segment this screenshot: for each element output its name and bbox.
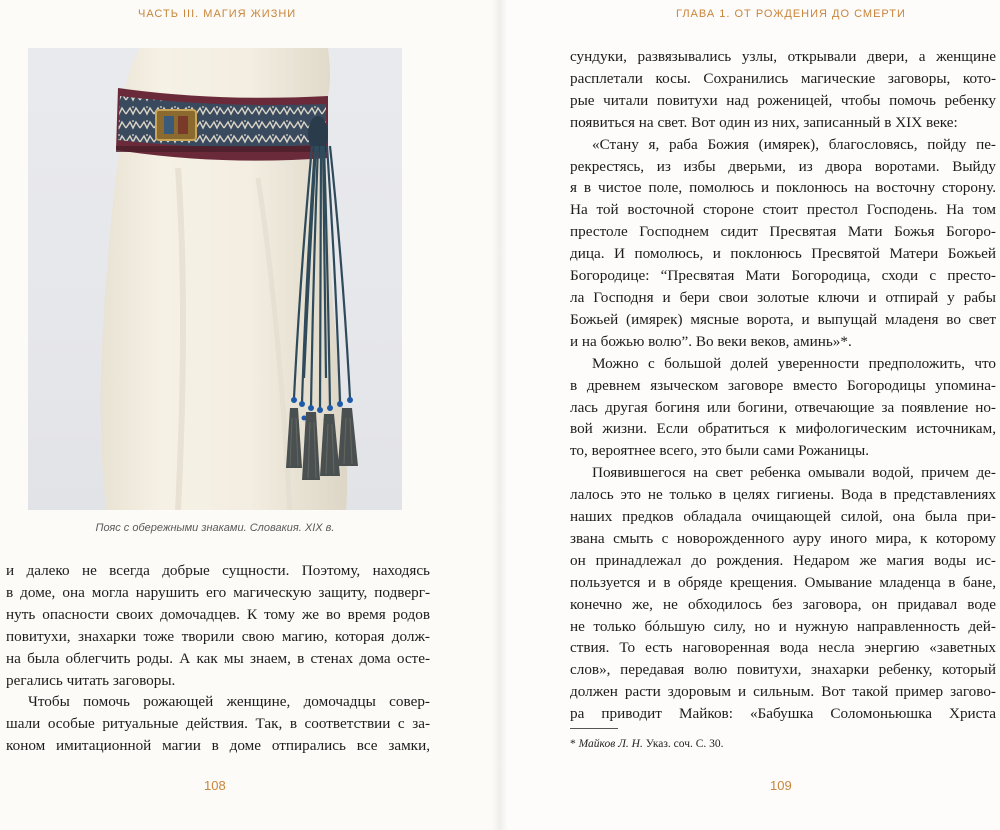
text-line: пользуется и в обряде крещения. Омывание младенца в бане,: [570, 573, 996, 591]
left-running-head: ЧАСТЬ III. МАГИЯ ЖИЗНИ: [138, 8, 297, 20]
text-line: рекрестясь, из избы дверьми, из двора воротами. Выйду: [570, 157, 996, 175]
text-line: расплетали косы. Сохранились магические заговоры, кото-: [570, 69, 996, 87]
paragraph: [6, 560, 430, 691]
text-line: шали особые ритуальные действия. Так, в соответствии с за-: [6, 715, 430, 733]
text-line: в доме, она могла нарушить его магическую защиту, подверг-: [6, 583, 430, 601]
text-line: не только бóльшую силу, но и нужную направленность дей-: [570, 617, 996, 635]
text-line: лалось это не только в целях гигиены. Вода в представлениях: [570, 486, 996, 504]
text-line: конечно же, не обходилось без заговора, он придавал воде: [570, 595, 996, 613]
text-line: Чтобы помочь рожающей женщине, домочадцы совер-: [28, 693, 430, 711]
text-line: и на божью волю”. Во веки веков, аминь»*.: [570, 332, 852, 350]
text-line: на была облегчить роды. А как мы знаем, в стенах дома осте-: [6, 649, 430, 667]
text-line: должен расти здоровым и сильным. Вот такой пример загово-: [570, 683, 996, 701]
footnote-rule: [570, 728, 618, 729]
right-page: [500, 0, 1000, 830]
text-line: ла Господня и бери свои золотые ключи и отпирай у рабы: [570, 288, 996, 306]
text-line: в древнем языческом заговоре вместо Богородицы упомина-: [570, 376, 996, 394]
text-line: регались читать заговоры.: [6, 671, 176, 689]
paragraph: [570, 353, 996, 463]
paragraph: [6, 691, 430, 757]
text-line: наших предков обладала очищающей силой, она была при-: [570, 508, 996, 526]
text-line: то, вероятнее всего, это были сами Рожаницы.: [570, 442, 870, 460]
paragraph: [570, 134, 996, 353]
text-line: ра приводит Майков: «Бабушка Соломоньюшка Христа: [570, 705, 996, 723]
left-page-number: 108: [204, 778, 226, 793]
footnote-marker: *: [570, 738, 576, 750]
text-line: На той восточной стороне стоит престол Господень. На том: [570, 201, 996, 219]
footnote-text: Указ. соч. С. 30.: [645, 738, 724, 750]
text-line: звана смыть с новорожденного ауру иного мира, к которому: [570, 529, 996, 547]
text-line: дица. И помолюсь, и поклонюсь Пресвятой Матери Божьей: [570, 245, 996, 263]
text-line: Божьей (имярек) мясные ворота, и выпущай младеня во свет: [570, 310, 996, 328]
belt-illustration: [28, 48, 402, 510]
text-line: он принадлежал до рождения. Недаром же магия воды ис-: [570, 551, 996, 569]
figure-caption: Пояс с обережными знаками. Словакия. XIX в.: [95, 522, 335, 534]
right-body-text: [570, 46, 996, 725]
left-body-text: [6, 560, 430, 757]
text-line: рые читали повитухи над роженицей, чтобы помочь ребенку: [570, 91, 996, 109]
footnote-author: Майков Л. Н.: [578, 738, 646, 750]
text-line: Можно с большой долей уверенности предположить, что: [592, 354, 996, 372]
text-line: Появившегося на свет ребенка омывали водой, причем де-: [592, 464, 996, 482]
text-line: «Стану я, раба Божия (имярек), благословясь, пойду пе-: [592, 135, 996, 153]
paragraph: [570, 462, 996, 725]
text-line: повитухи, знахарки тоже творили свою магию, которая долж-: [6, 627, 430, 645]
text-line: ствия. То есть наговоренная вода несла энергию «заветных: [570, 639, 996, 657]
paragraph: [570, 46, 996, 134]
text-line: и далеко не всегда добрые сущности. Поэтому, находясь: [6, 562, 430, 579]
book-gutter: [492, 0, 508, 830]
right-page-number: 109: [770, 778, 792, 793]
text-line: слов», передавая волю повитухи, знахарки ребенку, который: [570, 661, 996, 679]
text-line: сундуки, развязывались узлы, открывали двери, а женщине: [570, 48, 996, 65]
text-line: Богородице: “Пресвятая Мати Богородица, сходи с престо-: [570, 267, 996, 285]
text-line: появиться на свет. Вот один из них, записанный в XIX веке:: [570, 113, 958, 131]
text-line: лась другая богиня или богини, отвечающие за появление но-: [570, 398, 996, 416]
text-line: коном имитационной магии в доме отпирались все замки,: [6, 737, 430, 755]
right-running-head: ГЛАВА 1. ОТ РОЖДЕНИЯ ДО СМЕРТИ: [676, 8, 906, 20]
text-line: вой жизни. Если обратиться к мифологическим источникам,: [570, 420, 996, 438]
footnote: [570, 738, 724, 750]
text-line: престоле Господнем сидит Пресвятая Мати Божья Богоро-: [570, 223, 996, 241]
text-line: нуть опасности своих домочадцев. К тому же во время родов: [6, 605, 430, 623]
text-line: я в чистое поле, помолюсь и поклонюсь на восточну сторону.: [570, 179, 996, 197]
belt-photo: [28, 48, 402, 510]
